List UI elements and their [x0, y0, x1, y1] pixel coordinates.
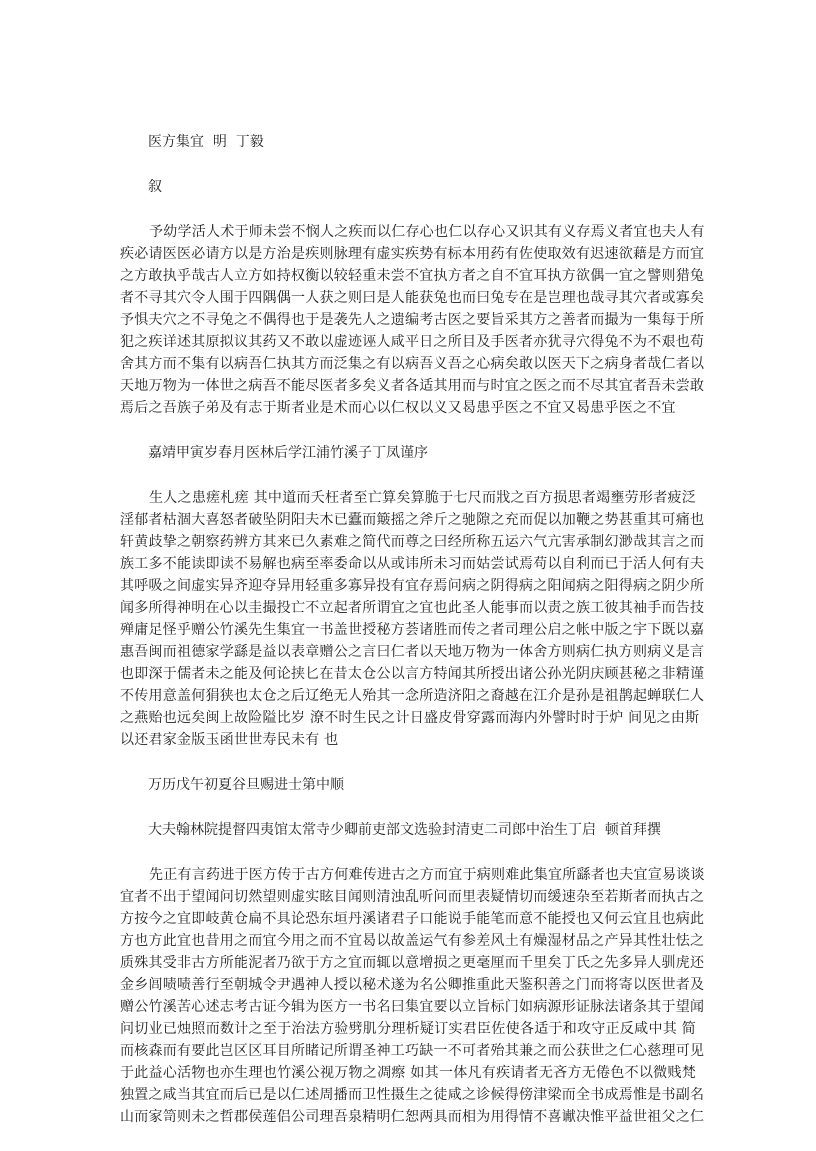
text-line: 先正有言药进于医方传于古方何难传进古之方而宜于病则难此集宜所繇者也夫宜宣易谈谈	[149, 867, 705, 883]
text-line: 方也方此宜也昔用之而宜今用之而不宜曷以故盖运气有参差风土有燥湿材品之产异其性壮怯之	[120, 933, 705, 949]
text-line: 赠公竹溪苦心述志考古证今辑为医方一书名曰集宜要以立旨标门如病源形证脉法诸条其于望闻	[120, 999, 705, 1015]
text-line: 也即深于儒者未之能及何论挟匕在昔太仓公以言方特闻其所授出诸公孙光阴庆顾甚秘之非精谨	[120, 666, 705, 682]
preface-paragraph-3	[120, 864, 705, 1128]
text-line: 舍其方而不集有以病吾仁执其方而泛集之有以病吾义吾之心病矣敢以医天下之病身者哉仁者以	[120, 356, 705, 372]
text-line: 天地万物为一体世之病吾不能尽医者多矣义者各适其用而与时宜之医之而不尽其宜者吾未尝敢	[120, 378, 705, 394]
document-page	[120, 131, 705, 1151]
text-line: 予惧夫穴之不寻兔之不偶得也于是袭先人之遗编考古医之要旨采其方之善者而撮为一集每于所	[120, 312, 705, 328]
preface-paragraph-2	[120, 487, 705, 751]
text-line: 其呼吸之间虚实异齐迎夺异用轻重多寡异投有宜存焉问病之阴得病之阳闻病之阳得病之阴少所	[120, 578, 705, 594]
text-line: 之方敢执乎哉古人立方如持权衡以较轻重未尝不宜执方者之自不宜耳执方欲偶一宜之譬则猎兔	[120, 268, 705, 284]
text-line: 宜者不出于望闻问切然望则虚实眩目闻则清浊乱听问而里表疑情切而缓速杂至若斯者而执古之	[120, 889, 705, 905]
document-title: 医方集宜 明 丁毅	[148, 134, 264, 150]
preface-paragraph-1	[120, 221, 705, 419]
text-line: 于此益心活物也亦生理也竹溪公视万物之凋瘵 如其一体凡有疾请者无吝方无倦色不以微贱梵	[120, 1065, 696, 1081]
text-line: 予幼学活人术于师未尝不悯人之疾而以仁存心也仁以存心又识其有义存焉义者宜也夫人有	[149, 224, 705, 240]
text-line: 疾必请医医必请方以是方治是疾则脉理有虚实疾势有标本用药有佐使取效有迟速欲藉是方而宜	[120, 246, 705, 262]
text-line: 以还君家金版玉函世世寿民未有 也	[120, 732, 339, 748]
text-line: 淫郁者枯涸大喜怒者破坠阴阳夫木已蠹而簸摇之斧斤之驰隙之充而促以加鞭之势甚重其可痛也	[120, 512, 705, 528]
text-line: 不传用意盖何狷狭也太仓之后辽绝无人殆其一念所造济阳之裔越在江介是孙是祖鹊起蝉联仁人	[120, 688, 705, 704]
text-line: 问切业已烛照而数计之至于治法方验劈肌分理析疑订实君臣佐使各适于和攻守正反咸中其 简	[120, 1021, 696, 1037]
text-line: 者不寻其穴令人围于四隅偶一人获之则曰是人能获兔也而曰兔专在是岂理也哉寻其穴者或寡矣	[120, 290, 705, 306]
text-line: 而核森而有要此岂区区耳目所睹记所谓圣神工巧缺一不可者殆其兼之而公获世之仁心慈理可见	[120, 1043, 705, 1059]
text-line: 焉后之吾族子弟及有志于斯者业是术而心以仁权以义又曷患乎医之不宜又曷患乎医之不宜	[120, 400, 676, 416]
text-line: 惠吾闽而祖德家学繇是益以表章赠公之言曰仁者以天地万物为一体舍方则病仁执方则病义是言	[120, 644, 705, 660]
text-line: 轩黄歧挚之朝察药辨方其来已久素难之简代而尊之曰经所称五运六气亢害承制幻渺哉其言之而	[120, 534, 705, 550]
text-line: 山而家笥则未之哲郡侯莲侣公司理吾泉精明仁恕两具而相为用得情不喜谳决惟平益世祖父之仁	[120, 1109, 705, 1125]
text-line: 方按今之宜即岐黄仓扁不具论恐东垣丹溪诸君子口能说手能笔而意不能授也又何云宜且也病此	[120, 911, 705, 927]
text-line: 闻多所得神明在心以圭撮投亡不立起者所谓宜之宜也此圣人能事而以责之族工彼其袖手而告技	[120, 600, 705, 616]
text-line: 质殊其受非古方所能泥者乃欲于方之宜而辄以意增损之更毫厘而千里矣丁氏之先多异人驯虎还	[120, 955, 705, 971]
text-line: 生人之患瘥札瘥 其中道而夭枉者至亡算矣算脆于七尺而戕之百方损思者竭壅劳形者疲泛	[149, 490, 696, 506]
preface-heading: 叙	[148, 179, 162, 195]
text-line: 殚庸足怪乎赠公竹溪先生集宜一书盖世授秘方荟诸胜而传之者司理公启之帐中版之宇下既以嘉	[120, 622, 705, 638]
preface-2-author: 大夫翰林院提督四夷馆太常寺少卿前吏部文选验封清吏二司郎中治生丁启 顿首拜撰	[148, 822, 661, 838]
text-line: 独置之咸当其宜而后已是以仁述周播而卫性摄生之徒咸之诊候得傍津梁而全书成焉惟是书副名	[120, 1087, 705, 1103]
text-line: 犯之疾详述其原拟议其药又不敢以虚迹诬人咸平日之所目及手医者亦犹寻穴得兔不为不艰也苟	[120, 334, 705, 350]
text-line: 之燕贻也远矣闽上故险隘比岁 潦不时生民之计日盛皮骨穿露而海内外譬时时于炉 间见之由斯	[120, 710, 700, 726]
preface-1-signature: 嘉靖甲寅岁春月医林后学江浦竹溪子丁凤谨序	[148, 445, 428, 461]
preface-2-signature: 万历戊午初夏谷旦赐进士第中顺	[148, 777, 344, 793]
text-line: 族工多不能读即读不易解也病至率委命以从或讳所未习而姑尝试焉苟以自利而已于活人何有夫	[120, 556, 705, 572]
text-line: 金乡闾啧啧善行至朝城令尹遇神人授以秘术遂为名公卿推重此天鉴积善之门而将寄以医世者及	[120, 977, 705, 993]
